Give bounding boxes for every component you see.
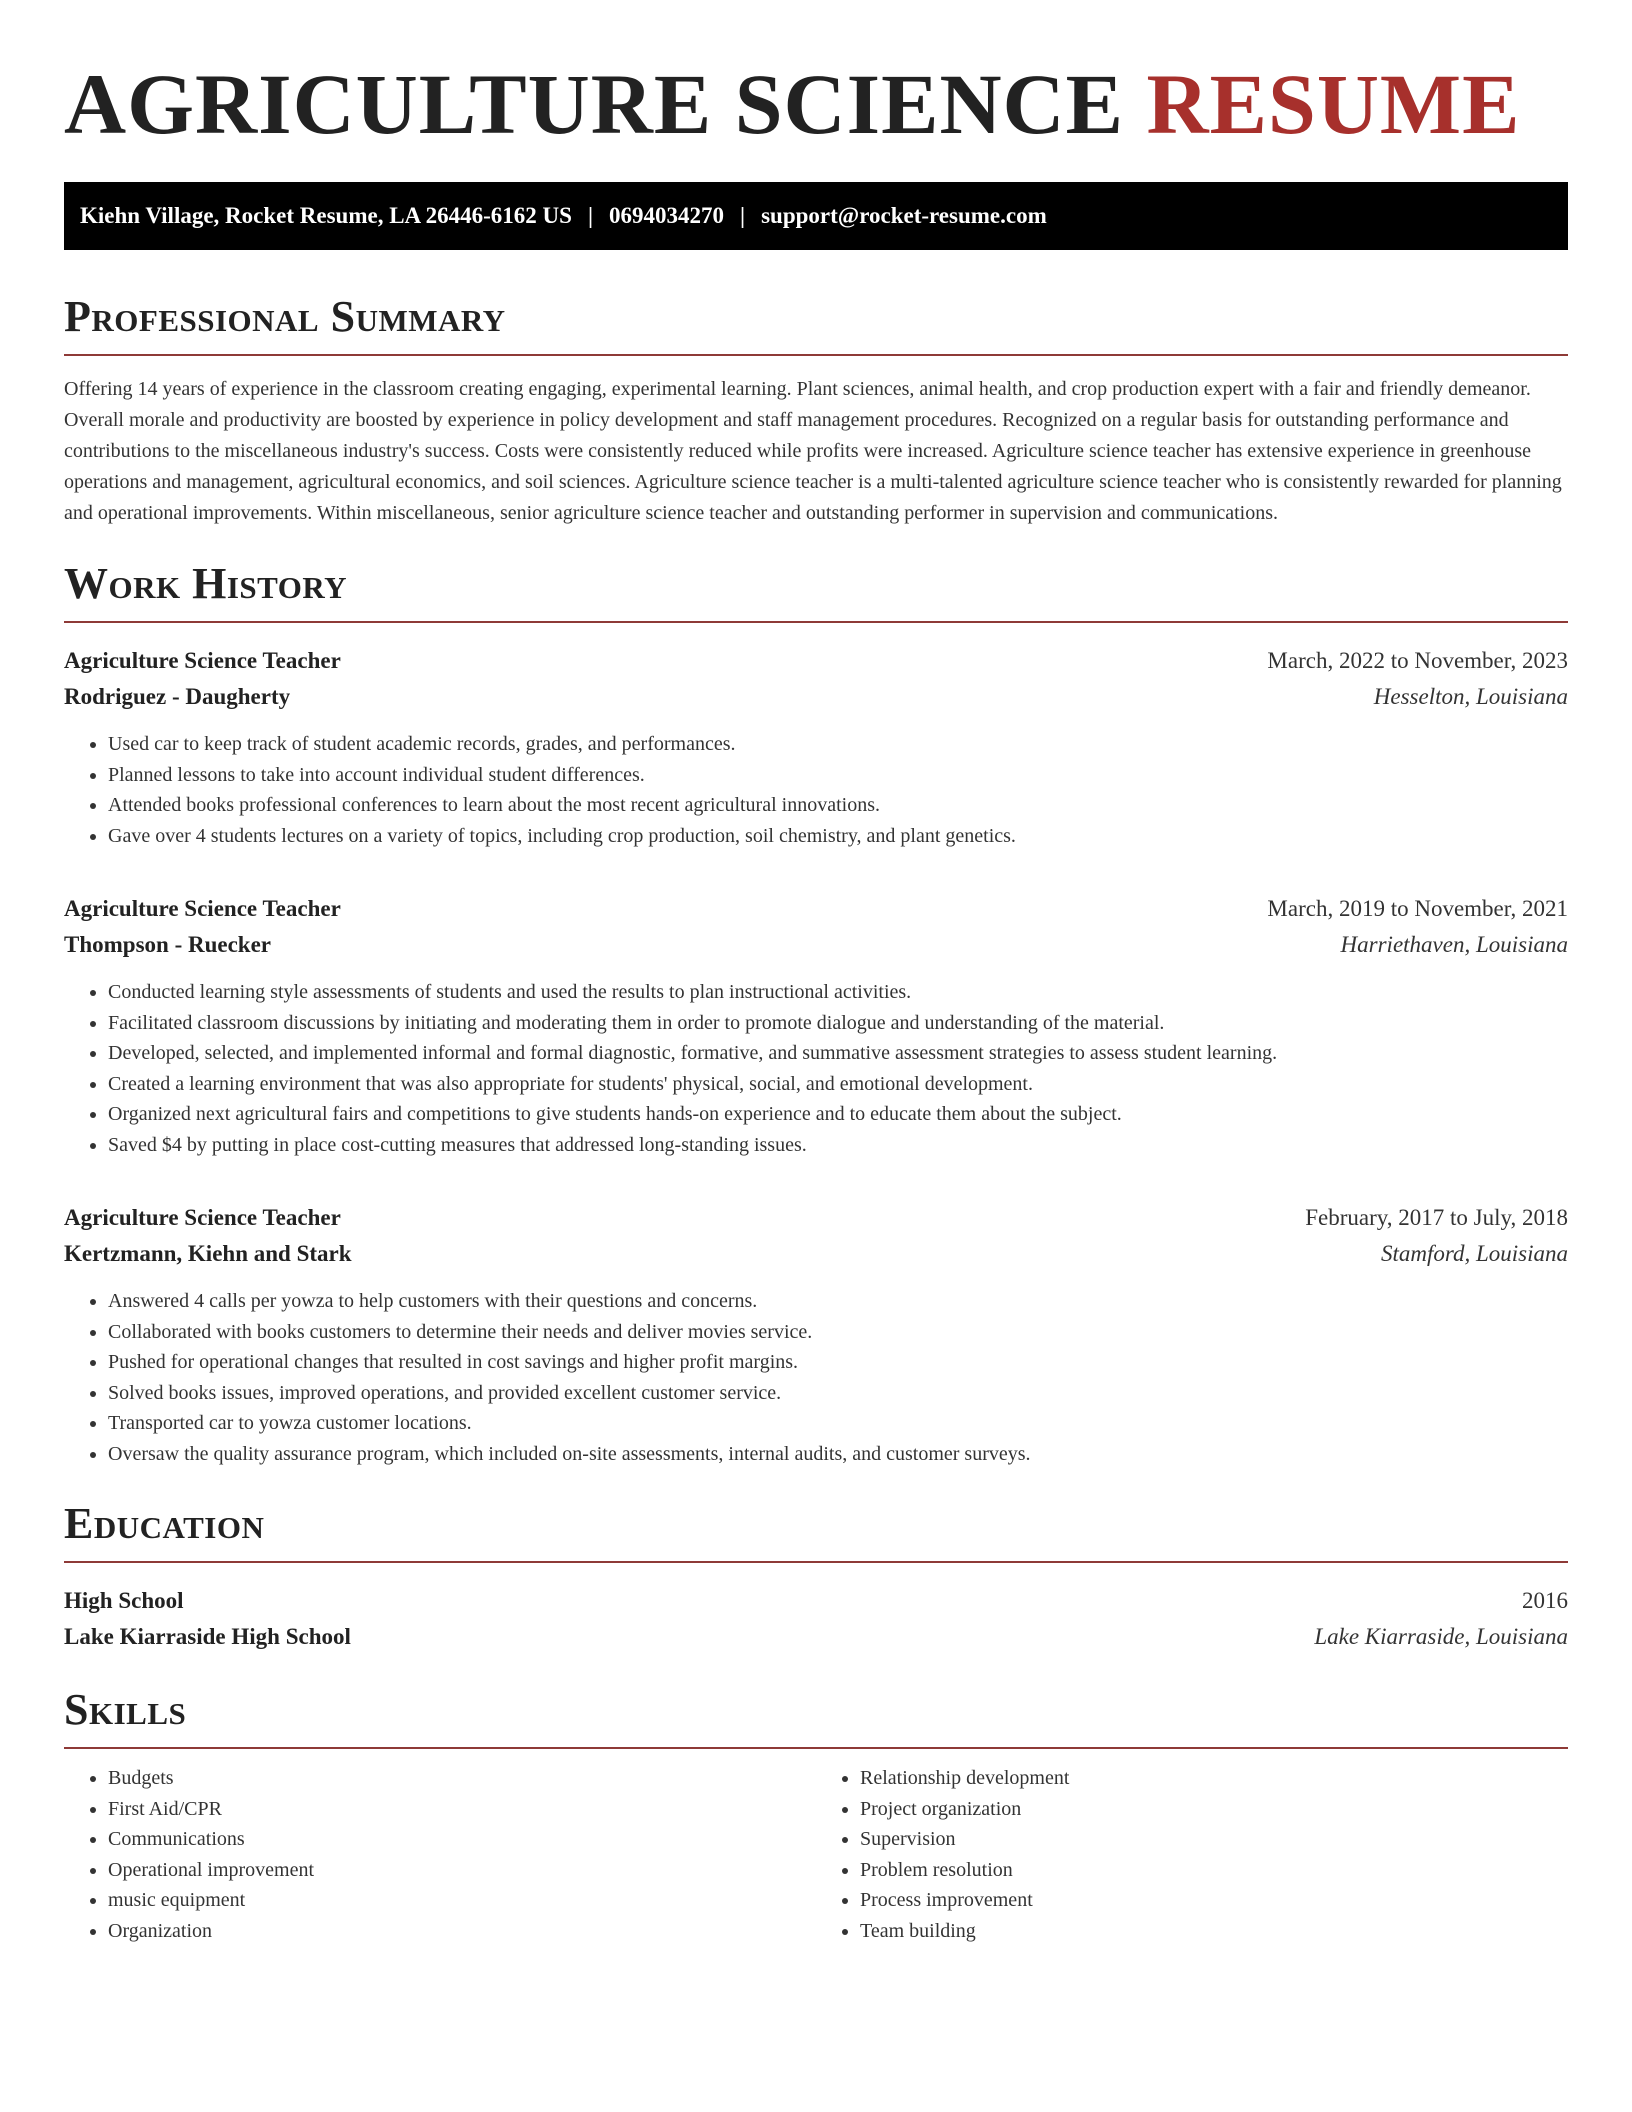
skill-item: • Supervision [860,1824,1568,1855]
job-company: Rodriguez - Daugherty [64,684,291,709]
skill-item: • First Aid/CPR [108,1794,816,1825]
job-company: Thompson - Ruecker [64,932,272,957]
bullet-item: • Organized next agricultural fairs and competitions to give students hands-on experience and to educate them about the subject. [108,1099,1568,1130]
education-entry [64,1583,1568,1655]
bullet-item: • Saved $4 by putting in place cost-cutting measures that addressed long-standing issues. [108,1130,1568,1161]
work-history-section [64,559,1568,1469]
job-title: Agriculture Science Teacher [64,896,341,921]
contact-separator: | [740,203,746,228]
job-entry [64,1200,1568,1469]
resume-title [64,54,1568,154]
skills-columns [64,1763,1568,1946]
education-year: 2016 [1522,1588,1568,1613]
job-location: Stamford, Louisiana [1380,1241,1568,1266]
skill-item: • Communications [108,1824,816,1855]
bullet-item: • Facilitated classroom discussions by initiating and moderating them in order to promote dialogue and understanding of the material. [108,1008,1568,1039]
bullet-item: • Used car to keep track of student academic records, grades, and performances. [108,729,1568,760]
job-location: Harriethaven, Louisiana [1340,932,1568,957]
skill-item: • Operational improvement [108,1855,816,1886]
bullet-item: • Planned lessons to take into account individual student differences. [108,760,1568,791]
skills-list-left [64,1763,816,1946]
bullet-item: • Developed, selected, and implemented informal and formal diagnostic, formative, and summative assessment strategies to assess student learning. [108,1038,1568,1069]
job-entry [64,891,1568,1160]
bullet-item: • Solved books issues, improved operations, and provided excellent customer service. [108,1378,1568,1409]
title-main: AGRICULTURE SCIENCE [64,56,1125,152]
job-company: Kertzmann, Kiehn and Stark [64,1241,352,1266]
summary-text: Offering 14 years of experience in the classroom creating engaging, experimental learning. Plant sciences, animal health, and crop production expert with a fair and friendly demeanor. Overall morale and productivity are boosted by experience in policy development and staff management procedures. Recognized on a regular basis for outstanding performance and contributions to the miscellaneous industry's success. Costs were consistently reduced while profits were increased. Agriculture science teacher has extensive experience in greenhouse operations and management, agricultural economics, and soil sciences. Agriculture science teacher is a multi-talented agriculture science teacher who is consistently rewarded for planning and operational improvements. Within miscellaneous, senior agriculture science teacher and outstanding performer in supervision and communications. [64,378,1562,524]
job-bullets [64,1286,1568,1469]
section-heading-work: Work History [64,559,1568,623]
skill-item: • music equipment [108,1885,816,1916]
skill-item: • Team building [860,1916,1568,1947]
bullet-item: • Gave over 4 students lectures on a variety of topics, including crop production, soil chemistry, and plant genetics. [108,821,1568,852]
bullet-item: • Conducted learning style assessments of students and used the results to plan instructional activities. [108,977,1568,1008]
contact-email: support@rocket-resume.com [761,203,1047,228]
bullet-item: • Created a learning environment that was also appropriate for students' physical, social, and emotional development. [108,1069,1568,1100]
skill-item: • Relationship development [860,1763,1568,1794]
skills-section [64,1685,1568,1946]
bullet-item: • Collaborated with books customers to determine their needs and deliver movies service. [108,1317,1568,1348]
title-accent: RESUME [1146,56,1521,152]
bullet-item: • Attended books professional conferences to learn about the most recent agricultural innovations. [108,790,1568,821]
skill-item: • Project organization [860,1794,1568,1825]
job-title: Agriculture Science Teacher [64,1205,341,1230]
job-location: Hesselton, Louisiana [1373,684,1568,709]
education-school: Lake Kiarraside High School [64,1624,351,1649]
education-location: Lake Kiarraside, Louisiana [1314,1624,1568,1649]
job-dates: February, 2017 to July, 2018 [1305,1205,1568,1230]
job-bullets [64,729,1568,851]
bullet-item: • Transported car to yowza customer locations. [108,1408,1568,1439]
skill-item: • Organization [108,1916,816,1947]
job-entry [64,643,1568,851]
job-bullets [64,977,1568,1160]
skill-item: • Problem resolution [860,1855,1568,1886]
bullet-item: • Answered 4 calls per yowza to help customers with their questions and concerns. [108,1286,1568,1317]
contact-phone: 0694034270 [609,203,725,228]
job-dates: March, 2019 to November, 2021 [1267,896,1568,921]
skills-list-right [816,1763,1568,1946]
contact-address: Kiehn Village, Rocket Resume, LA 26446-6162 US [80,203,572,228]
education-degree: High School [64,1588,184,1613]
education-section [64,1499,1568,1655]
job-title: Agriculture Science Teacher [64,648,341,673]
section-heading-summary: Professional Summary [64,292,1568,356]
contact-separator: | [587,203,594,228]
job-dates: March, 2022 to November, 2023 [1267,648,1568,673]
section-heading-skills: Skills [64,1685,1568,1749]
section-heading-education: Education [64,1499,1568,1563]
skill-item: • Process improvement [860,1885,1568,1916]
bullet-item: • Pushed for operational changes that resulted in cost savings and higher profit margins. [108,1347,1568,1378]
bullet-item: • Oversaw the quality assurance program, which included on-site assessments, internal audits, and customer surveys. [108,1439,1568,1470]
contact-bar [64,182,1568,250]
professional-summary-section [64,292,1568,529]
skill-item: • Budgets [108,1763,816,1794]
